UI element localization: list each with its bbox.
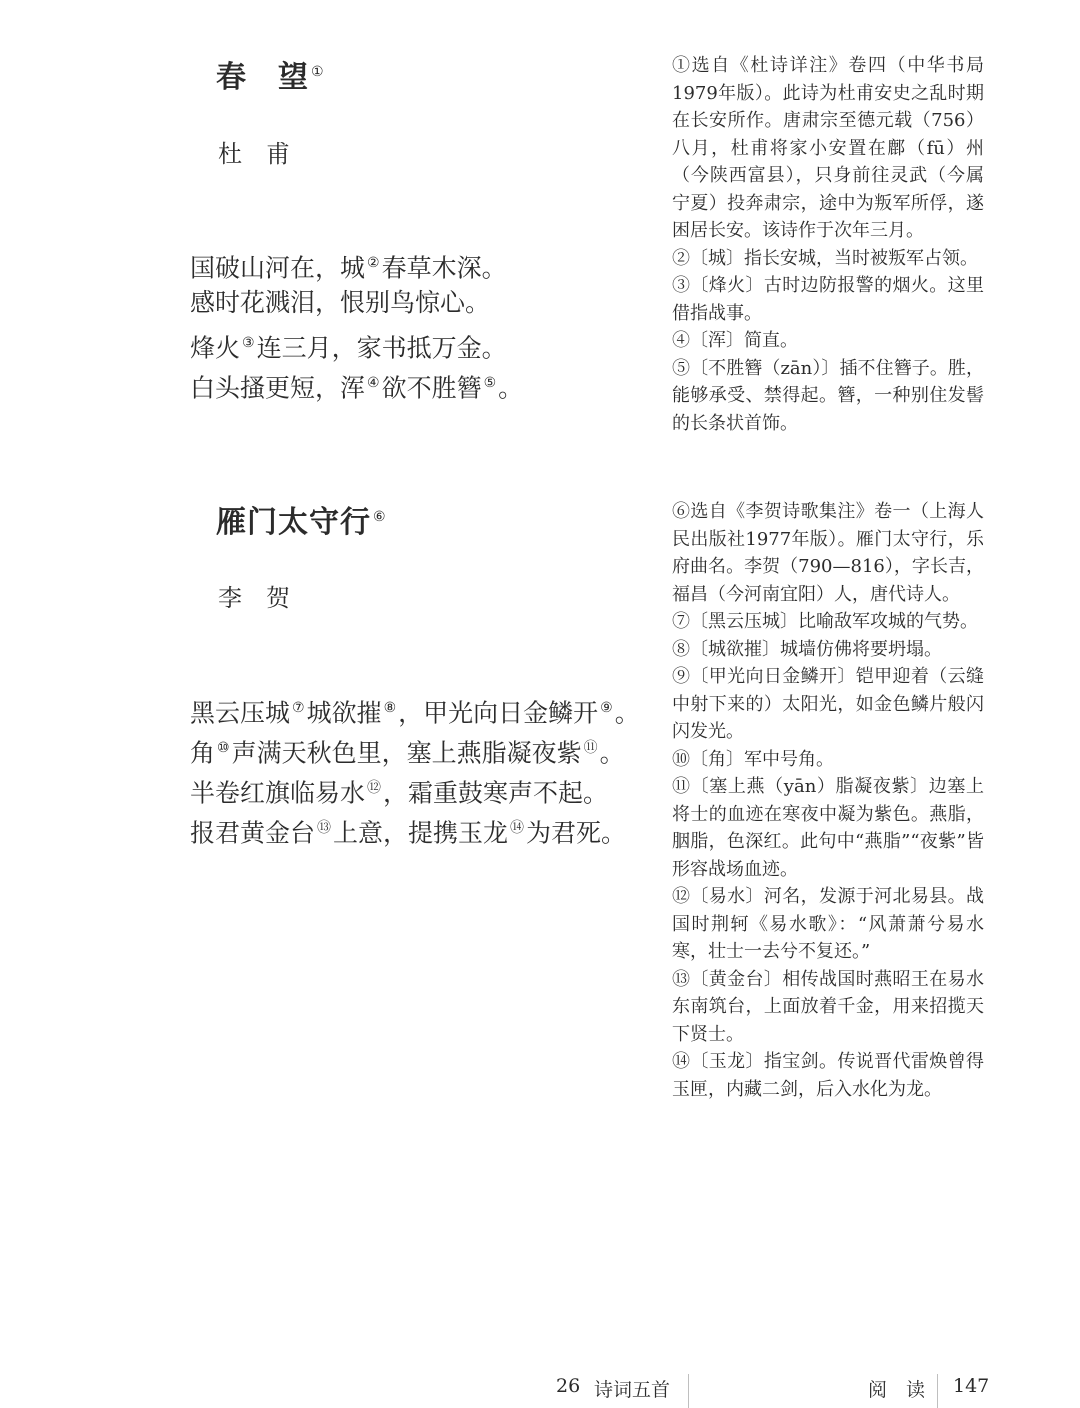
footer-left-page-number: 26 [556, 1375, 581, 1397]
verse-text: 黑云压城 [190, 698, 291, 728]
verse-text: 声满天秋色里，塞上燕脂凝夜紫 [231, 738, 582, 768]
footer-right-section: 阅 读 [868, 1379, 926, 1401]
verse-text: 白头搔更短，浑 [190, 373, 366, 403]
footnote: ⑥选自《李贺诗歌集注》卷一（上海人民出版社1977年版）。雁门太守行，乐府曲名。李贺（790—816），字长吉，福昌（今河南宜阳）人，唐代诗人。 [672, 501, 984, 605]
poem2-author: 李 贺 [218, 584, 290, 612]
note-marker: ⑩ [217, 740, 230, 756]
verse-text: 角 [190, 738, 216, 768]
footnote: ①选自《杜诗详注》卷四（中华书局1979年版）。此诗为杜甫安史之乱时期在长安所作。唐肃宗至德元载（756）八月，杜甫将家小安置在鄜（fū）州（今陕西富县），只身前往灵武（今属宁夏）投奔肃宗，途中为叛军所俘，遂困居长安。该诗作于次年三月。 [672, 55, 984, 241]
note-marker: ⑨ [600, 700, 613, 716]
verse-text: 为君死。 [526, 818, 627, 848]
poem1-author: 杜 甫 [218, 140, 290, 168]
note-marker: ⑧ [383, 700, 397, 716]
verse-text: 上意，提携玉龙 [333, 818, 509, 848]
footnote: ⑦〔黑云压城〕比喻敌军攻城的气势。 [672, 611, 978, 632]
verse-text: 城欲摧 [306, 698, 382, 728]
poem2-line [190, 688, 640, 728]
verse-text: ，霜重鼓寒声不起。 [383, 778, 609, 808]
note-marker: ⑬ [317, 820, 332, 836]
poem2-title-note-mark: ⑥ [373, 509, 387, 525]
note-marker: ⑪ [583, 740, 598, 756]
poem2-title-text: 雁门太守行 [216, 505, 371, 540]
note-marker: ⑤ [483, 375, 497, 391]
footnote: ⑬〔黄金台〕相传战国时燕昭王在易水东南筑台，上面放着千金，用来招揽天下贤士。 [672, 968, 984, 1045]
footnote: ③〔烽火〕古时边防报警的烟火。这里借指战事。 [672, 275, 984, 324]
verse-text: 春草木深。 [381, 253, 507, 283]
poem1-notes [672, 52, 984, 437]
note-marker: ⑦ [292, 700, 305, 716]
poem2-line [190, 768, 640, 808]
poem1-body [190, 243, 523, 403]
footnote: ⑨〔甲光向日金鳞开〕铠甲迎着（云缝中射下来的）太阳光，如金色鳞片般闪闪发光。 [672, 666, 984, 742]
poem2-body [190, 688, 640, 848]
poem2-title [216, 497, 389, 541]
poem1-line [190, 243, 523, 283]
footer-divider [937, 1374, 938, 1408]
poem1-line [190, 323, 523, 363]
note-marker: ② [367, 255, 380, 271]
verse-text: ，甲光向日金鳞开 [398, 698, 599, 728]
footer-left-section: 诗词五首 [594, 1379, 671, 1401]
verse-text: 半卷红旗临易水 [190, 778, 366, 808]
footnote: ⑫〔易水〕河名，发源于河北易县。战国时荆轲《易水歌》：“风萧萧兮易水寒，壮士一去兮不复还。” [672, 886, 984, 962]
footnote: ⑩〔角〕军中号角。 [672, 748, 834, 770]
poem1-title [216, 52, 327, 96]
footnote: ⑪〔塞上燕（yān）脂凝夜紫〕边塞上将士的血迹在寒夜中凝为紫色。燕脂，胭脂，色深红。此句中“燕脂”“夜紫”皆形容战场血迹。 [672, 776, 984, 880]
poem1-title-text: 春 望 [216, 60, 309, 95]
verse-text: 。 [599, 738, 625, 768]
note-marker: ③ [242, 335, 255, 351]
note-marker: ⑫ [367, 780, 382, 796]
poem2-notes [672, 498, 984, 1103]
verse-text: 连三月，家书抵万金。 [256, 333, 507, 363]
poem1-line [190, 283, 523, 323]
footer-divider [688, 1374, 689, 1408]
verse-text: 国破山河在，城 [190, 253, 366, 283]
verse-text: 烽火 [190, 333, 241, 363]
footnote: ②〔城〕指长安城，当时被叛军占领。 [672, 247, 978, 269]
verse-text: 。 [614, 698, 640, 728]
footnote: ④〔浑〕简直。 [672, 330, 798, 351]
note-marker: ⑭ [510, 820, 525, 836]
footnote: ⑧〔城欲摧〕城墙仿佛将要坍塌。 [672, 638, 942, 660]
verse-text: 欲不胜簪 [381, 373, 482, 403]
footer-right-page-number: 147 [953, 1375, 990, 1397]
verse-text: 。 [498, 373, 524, 403]
poem1-line [190, 363, 523, 403]
note-marker: ④ [367, 375, 380, 391]
poem1-title-note-mark: ① [311, 64, 325, 80]
verse-text: 报君黄金台 [190, 818, 316, 848]
footnote: ⑭〔玉龙〕指宝剑。传说晋代雷焕曾得玉匣，内藏二剑，后入水化为龙。 [672, 1051, 984, 1100]
verse-text: 感时花溅泪，恨别鸟惊心。 [190, 288, 491, 317]
footnote: ⑤〔不胜簪（zān）〕插不住簪子。胜，能够承受、禁得起。簪，一种别住发髻的长条状首饰。 [672, 357, 984, 434]
poem2-line [190, 808, 640, 848]
poem2-line [190, 728, 640, 768]
